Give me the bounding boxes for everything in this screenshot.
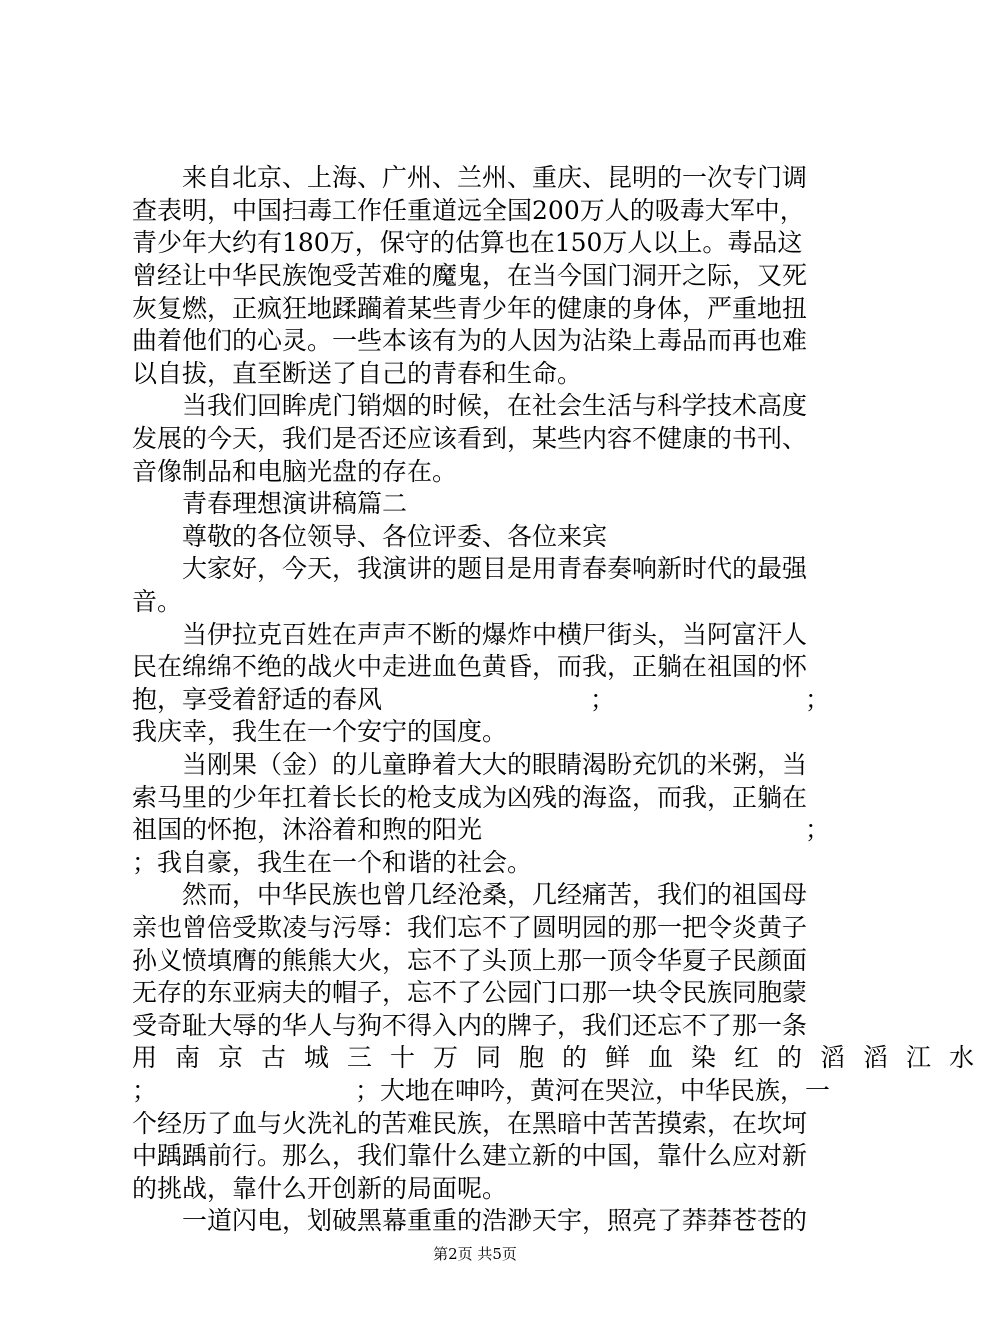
section-heading: 青春理想演讲稿篇二 — [182, 489, 408, 519]
text-line: 来自北京、上海、广州、兰州、重庆、昆明的一次专门调 — [182, 163, 808, 193]
text-line: 查表明，中国扫毒工作任重道远全国200万人的吸毒大军中， — [132, 195, 805, 225]
text-line: 的挑战，靠什么开创新的局面呢。 — [132, 1173, 508, 1203]
text-line: 民在绵绵不绝的战火中走进血色黄昏，而我，正躺在祖国的怀 — [132, 652, 808, 682]
text-line-split — [132, 1073, 830, 1106]
text-line: 青少年大约有180万，保守的估算也在150万人以上。毒品这 — [132, 228, 803, 258]
text-line: 个经历了血与火洗礼的苦难民族，在黑暗中苦苦摸索，在坎坷 — [132, 1108, 808, 1138]
text-line: 我庆幸，我生在一个安宁的国度。 — [132, 717, 508, 747]
text-line: 大家好，今天，我演讲的题目是用青春奏响新时代的最强 — [182, 554, 808, 584]
line-segment: ； — [804, 815, 830, 845]
text-line: 亲也曾倍受欺凌与污辱：我们忘不了圆明园的那一把令炎黄子 — [132, 912, 808, 942]
text-line: 无存的东亚病夫的帽子，忘不了公园门口那一块令民族同胞蒙 — [132, 978, 808, 1008]
text-line: 一道闪电，划破黑幕重重的浩渺天宇，照亮了莽莽苍苍的 — [182, 1206, 808, 1236]
text-line: ；我自豪，我生在一个和谐的社会。 — [132, 847, 533, 877]
salutation: 尊敬的各位领导、各位评委、各位来宾 — [182, 521, 608, 551]
text-line-split — [132, 682, 830, 715]
body-text — [132, 160, 992, 1236]
text-line: 用南京古城三十万同胞的鲜血染红的滔滔江水 — [132, 1043, 992, 1073]
text-line: 索马里的少年扛着长长的枪支成为凶残的海盗，而我，正躺在 — [132, 782, 808, 812]
text-line: 曾经让中华民族饱受苦难的魔鬼，在当今国门洞开之际，又死 — [132, 261, 808, 291]
text-line: 以自拔，直至断送了自己的青春和生命。 — [132, 358, 583, 388]
text-line: 音。 — [132, 587, 183, 617]
text-line: 孙义愤填膺的熊熊大火，忘不了头顶上那一顶令华夏子民颜面 — [132, 945, 808, 975]
line-segment: ； — [804, 684, 830, 714]
text-line: 当刚果（金）的儿童睁着大大的眼睛渴盼充饥的米粥，当 — [182, 749, 808, 779]
line-segment: ；大地在呻吟，黄河在哭泣，中华民族，一 — [354, 1075, 830, 1105]
text-line-split — [132, 812, 830, 845]
text-line: 发展的今天，我们是否还应该看到，某些内容不健康的书刊、 — [132, 424, 808, 454]
page-footer: 第2页 共5页 — [433, 1245, 517, 1263]
line-segment: ； — [589, 684, 615, 714]
line-segment: 抱，享受着舒适的春风 — [132, 684, 383, 714]
text-line: 当伊拉克百姓在声声不断的爆炸中横尸街头，当阿富汗人 — [182, 619, 808, 649]
line-segment: ； — [132, 1075, 158, 1105]
text-line: 曲着他们的心灵。一些本该有为的人因为沾染上毒品而再也难 — [132, 326, 808, 356]
text-line: 然而，中华民族也曾几经沧桑，几经痛苦，我们的祖国母 — [182, 880, 808, 910]
text-line: 音像制品和电脑光盘的存在。 — [132, 456, 458, 486]
text-line: 中踽踽前行。那么，我们靠什么建立新的中国，靠什么应对新 — [132, 1141, 808, 1171]
text-line: 当我们回眸虎门销烟的时候，在社会生活与科学技术高度 — [182, 391, 808, 421]
text-line: 灰复燃，正疯狂地蹂躏着某些青少年的健康的身体，严重地扭 — [132, 293, 808, 323]
line-segment: 祖国的怀抱，沐浴着和煦的阳光 — [132, 815, 483, 845]
text-line: 受奇耻大辱的华人与狗不得入内的牌子，我们还忘不了那一条 — [132, 1010, 808, 1040]
